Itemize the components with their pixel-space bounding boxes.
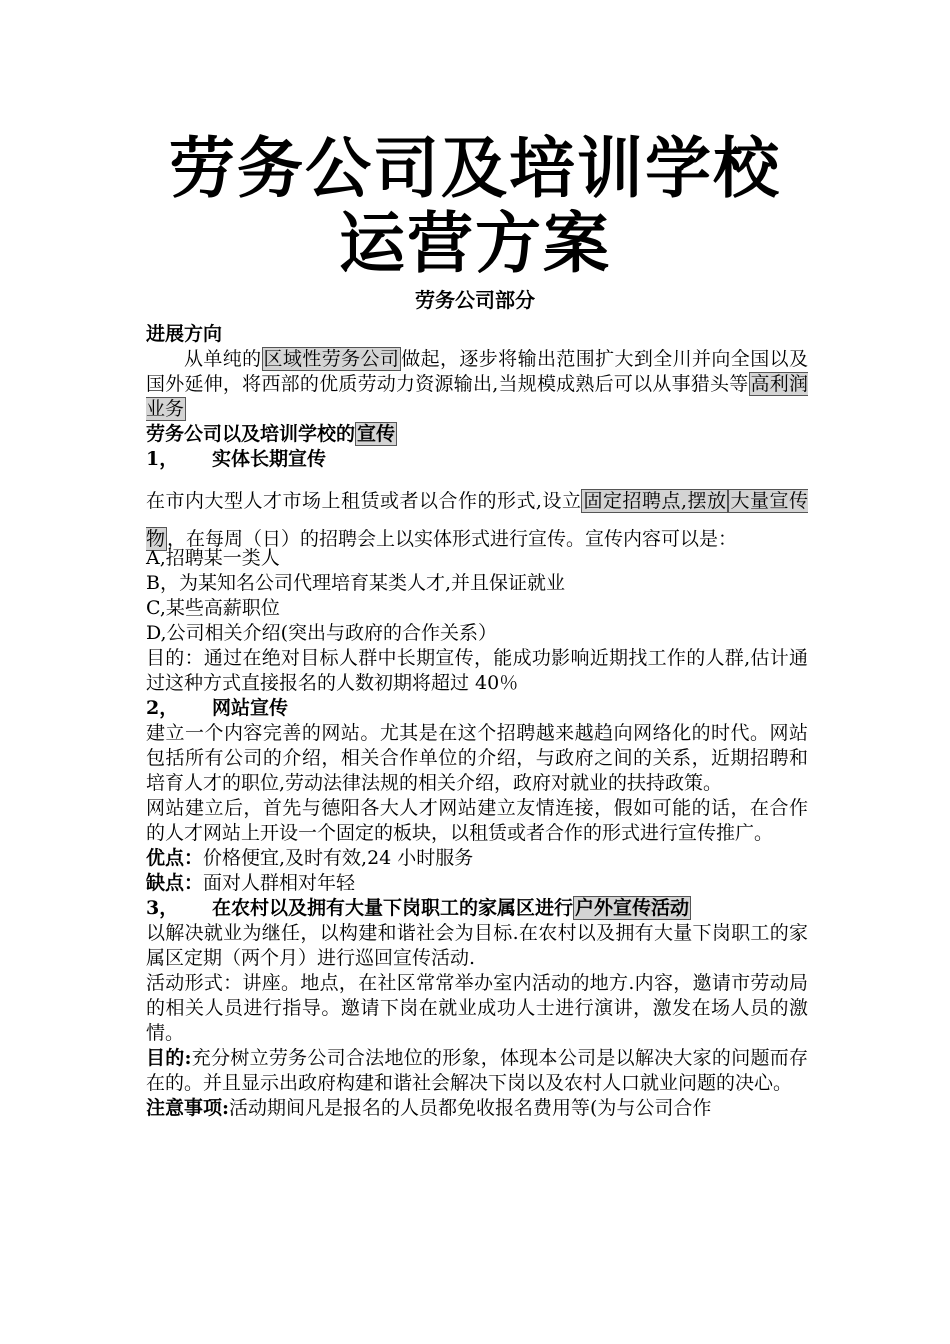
item-2-heading <box>146 696 808 721</box>
item-3-heading <box>146 896 808 921</box>
goal-text: 充分树立劳务公司合法地位的形象，体现本公司是以解决大家的问题而存在的。并且显示出政府构建和谐社会解决下岗以及农村人口就业问题的决心。 <box>146 1047 808 1094</box>
text-segment: ，在每周（日）的招聘会上以实体形式进行宣传。宣传内容可以是： <box>167 528 738 550</box>
notes-text: 活动期间凡是报名的人员都免收报名费用等(为与公司合作 <box>229 1097 712 1119</box>
goal-label: 目的: <box>146 1047 192 1069</box>
item-title: 在农村以及拥有大量下岗职工的家属区进行 <box>212 897 574 919</box>
notes-label: 注意事项: <box>146 1097 230 1119</box>
list-item-c: C,某些高薪职位 <box>146 597 280 619</box>
pros-label: 优点： <box>146 847 204 869</box>
document-title-line-1: 劳务公司及培训学校 <box>169 130 781 207</box>
text-segment: 劳务公司以及培训学校的 <box>146 423 356 445</box>
item-3-goal <box>146 1046 808 1096</box>
section-title: 劳务公司部分 <box>415 288 535 312</box>
pros-text: 价格便宜,及时有效,24 小时服务 <box>203 847 474 869</box>
highlight-regional-company: 区域性劳务公司 <box>263 348 400 370</box>
paragraph-development <box>146 347 808 422</box>
highlight-fixed-recruit-point: 固定招聘点,摆放 <box>583 490 727 512</box>
text-segment: 做起，逐步将输出范围扩大到全川并向全国以及国外延伸，将西部的优质劳动力资源输出,当规模成熟后可以从事猎头等 <box>146 348 808 395</box>
item-3-notes <box>146 1096 808 1121</box>
item-1-heading <box>146 447 808 472</box>
item-number: 3， <box>146 897 179 919</box>
list-item-a: A,招聘某一类人 <box>146 547 280 569</box>
item-2-pros <box>146 846 808 871</box>
item-number: 1， <box>146 448 179 470</box>
item-2-cons <box>146 871 808 896</box>
heading-development-direction: 进展方向 <box>146 323 223 345</box>
highlight-publicity: 宣传 <box>357 423 396 445</box>
heading-publicity <box>146 422 808 447</box>
text-segment: 在市内大型人才市场上租赁或者以合作的形式,设立 <box>146 490 582 512</box>
highlight-high-profit-business: 高利润业务 <box>146 373 808 420</box>
highlight-outdoor-activity: 户外宣传活动 <box>575 897 690 919</box>
cons-text: 面对人群相对年轻 <box>203 872 356 894</box>
item-number: 2， <box>146 697 179 719</box>
cons-label: 缺点： <box>146 872 204 894</box>
document-body <box>146 322 808 1121</box>
document-title-line-2: 运营方案 <box>339 205 611 282</box>
item-3-paragraph-1: 以解决就业为继任，以构建和谐社会为目标.在农村以及拥有大量下岗职工的家属区定期（两个月）进行巡回宣传活动. <box>146 922 808 969</box>
item-3-paragraph-2: 活动形式：讲座。地点，在社区常常举办室内活动的地方.内容，邀请市劳动局的相关人员进行指导。邀请下岗在就业成功人士进行演讲，激发在场人员的激情。 <box>146 972 808 1044</box>
item-2-paragraph-2: 网站建立后，首先与德阳各大人才网站建立友情连接，假如可能的话，在合作的人才网站上开设一个固定的板块，以租赁或者合作的形式进行宣传推广。 <box>146 797 808 844</box>
highlight-promo-materials: 大量宣传物 <box>146 490 808 550</box>
list-item-b: B，为某知名公司代理培育某类人才,并且保证就业 <box>146 572 566 594</box>
item-1-goal: 目的：通过在绝对目标人群中长期宣传，能成功影响近期找工作的人群,估计通过这种方式直接报名的人数初期将超过 40％ <box>146 647 808 694</box>
item-title: 网站宣传 <box>212 697 289 719</box>
list-item-d: D,公司相关介绍(突出与政府的合作关系） <box>146 622 498 644</box>
item-title: 实体长期宣传 <box>212 448 327 470</box>
text-segment: 从单纯的 <box>184 348 262 370</box>
item-2-paragraph-1: 建立一个内容完善的网站。尤其是在这个招聘越来越趋向网络化的时代。网站包括所有公司的介绍，相关合作单位的介绍，与政府之间的关系，近期招聘和培育人才的职位,劳动法律法规的相关介绍，政府对就业的扶持政策。 <box>146 722 808 794</box>
